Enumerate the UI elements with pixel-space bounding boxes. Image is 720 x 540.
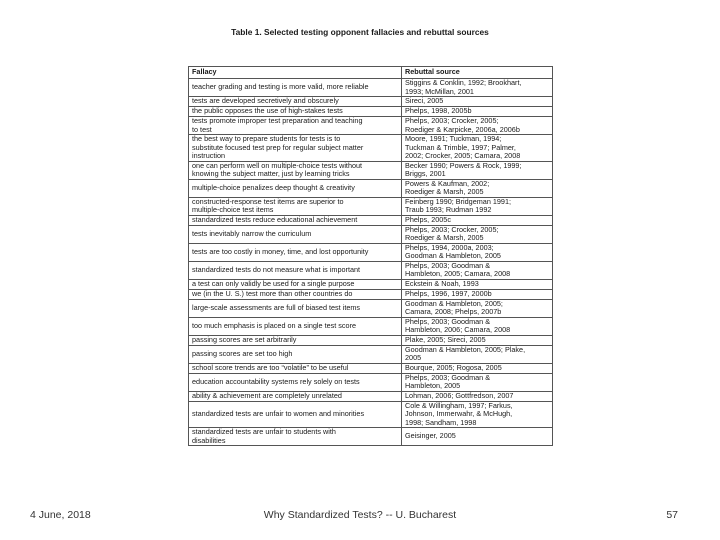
rebuttal-source-cell: Phelps, 2003; Crocker, 2005; Roediger & Karpicke, 2006a, 2006b: [402, 117, 553, 135]
fallacy-cell: tests promote improper test preparation and teaching to test: [189, 117, 402, 135]
rebuttal-source-cell: Becker 1990; Powers & Rock, 1999; Briggs, 2001: [402, 161, 553, 179]
rebuttal-source-cell: Phelps, 2003; Goodman & Hambleton, 2006; Camara, 2008: [402, 317, 553, 335]
rebuttal-source-cell: Phelps, 1996, 1997, 2000b: [402, 289, 553, 299]
fallacy-cell: passing scores are set arbitrarily: [189, 335, 402, 345]
rebuttal-source-cell: Geisinger, 2005: [402, 428, 553, 446]
rebuttal-source-cell: Plake, 2005; Sireci, 2005: [402, 335, 553, 345]
fallacy-cell: multiple-choice penalizes deep thought & creativity: [189, 179, 402, 197]
fallacy-cell: teacher grading and testing is more valid, more reliable: [189, 79, 402, 97]
rebuttal-source-cell: Sireci, 2005: [402, 97, 553, 107]
table-row: [189, 401, 553, 428]
footer-title: Why Standardized Tests? -- U. Bucharest: [263, 509, 457, 521]
fallacies-table: [188, 66, 553, 446]
fallacy-cell: we (in the U. S.) test more than other countries do: [189, 289, 402, 299]
fallacy-cell: constructed-response test items are superior to multiple-choice test items: [189, 197, 402, 215]
table-row: [189, 391, 553, 401]
rebuttal-source-cell: Cole & Willingham, 1997; Farkus, Johnson, Immerwahr, & McHugh, 1998; Sandham, 1998: [402, 401, 553, 428]
table-row: [189, 179, 553, 197]
rebuttal-source-cell: Moore, 1991; Tuckman, 1994; Tuckman & Trimble, 1997; Palmer, 2002; Crocker, 2005; Camara, 2008: [402, 135, 553, 162]
fallacy-cell: the best way to prepare students for tests is to substitute focused test prep for regular subject matter instruction: [189, 135, 402, 162]
table-row: [189, 215, 553, 225]
table-row: [189, 117, 553, 135]
fallacy-cell: tests are developed secretively and obscurely: [189, 97, 402, 107]
header-fallacy: Fallacy: [189, 67, 402, 79]
table-title: Table 1. Selected testing opponent fallacies and rebuttal sources: [231, 27, 489, 37]
rebuttal-source-cell: Phelps, 2003; Crocker, 2005; Roediger & Marsh, 2005: [402, 225, 553, 243]
rebuttal-source-cell: Powers & Kaufman, 2002; Roediger & Marsh, 2005: [402, 179, 553, 197]
rebuttal-source-cell: Goodman & Hambleton, 2005; Plake, 2005: [402, 345, 553, 363]
table-row: [189, 261, 553, 279]
fallacy-cell: large-scale assessments are full of biased test items: [189, 299, 402, 317]
table-row: [189, 197, 553, 215]
rebuttal-source-cell: Feinberg 1990; Bridgeman 1991; Traub 1993; Rudman 1992: [402, 197, 553, 215]
fallacy-cell: standardized tests are unfair to students with disabilities: [189, 428, 402, 446]
table-row: [189, 428, 553, 446]
fallacy-cell: a test can only validly be used for a single purpose: [189, 279, 402, 289]
table-row: [189, 335, 553, 345]
fallacy-cell: education accountability systems rely solely on tests: [189, 373, 402, 391]
rebuttal-source-cell: Lohman, 2006; Gottfredson, 2007: [402, 391, 553, 401]
table-row: [189, 299, 553, 317]
fallacy-cell: the public opposes the use of high-stakes tests: [189, 107, 402, 117]
table-row: [189, 243, 553, 261]
fallacy-cell: standardized tests reduce educational achievement: [189, 215, 402, 225]
fallacy-cell: passing scores are set too high: [189, 345, 402, 363]
footer-date: 4 June, 2018: [30, 509, 91, 521]
rebuttal-source-cell: Stiggins & Conklin, 1992; Brookhart, 1993; McMillan, 2001: [402, 79, 553, 97]
fallacy-cell: one can perform well on multiple-choice tests without knowing the subject matter, just by learning tricks: [189, 161, 402, 179]
rebuttal-source-cell: Phelps, 2003; Goodman & Hambleton, 2005; Camara, 2008: [402, 261, 553, 279]
fallacy-cell: standardized tests are unfair to women and minorities: [189, 401, 402, 428]
table-row: [189, 135, 553, 162]
table-row: [189, 317, 553, 335]
table-row: [189, 289, 553, 299]
rebuttal-source-cell: Phelps, 2005c: [402, 215, 553, 225]
table-row: [189, 161, 553, 179]
table-row: [189, 97, 553, 107]
table-row: [189, 279, 553, 289]
table-row: [189, 373, 553, 391]
table-row: [189, 225, 553, 243]
rebuttal-source-cell: Phelps, 1994, 2000a, 2003; Goodman & Hambleton, 2005: [402, 243, 553, 261]
rebuttal-source-cell: Phelps, 1998, 2005b: [402, 107, 553, 117]
rebuttal-source-cell: Bourque, 2005; Rogosa, 2005: [402, 363, 553, 373]
table-row: [189, 345, 553, 363]
rebuttal-source-cell: Goodman & Hambleton, 2005; Camara, 2008; Phelps, 2007b: [402, 299, 553, 317]
fallacy-cell: ability & achievement are completely unrelated: [189, 391, 402, 401]
fallacy-cell: too much emphasis is placed on a single test score: [189, 317, 402, 335]
rebuttal-source-cell: Phelps, 2003; Goodman & Hambleton, 2005: [402, 373, 553, 391]
header-rebuttal-source: Rebuttal source: [402, 67, 553, 79]
fallacy-cell: school score trends are too “volatile” to be useful: [189, 363, 402, 373]
rebuttal-source-cell: Eckstein & Noah, 1993: [402, 279, 553, 289]
page-number: 57: [666, 509, 678, 521]
fallacy-cell: tests inevitably narrow the curriculum: [189, 225, 402, 243]
table-row: [189, 363, 553, 373]
table-row: [189, 79, 553, 97]
fallacy-cell: tests are too costly in money, time, and lost opportunity: [189, 243, 402, 261]
table-row: [189, 107, 553, 117]
table-header-row: [189, 67, 553, 79]
fallacy-cell: standardized tests do not measure what is important: [189, 261, 402, 279]
